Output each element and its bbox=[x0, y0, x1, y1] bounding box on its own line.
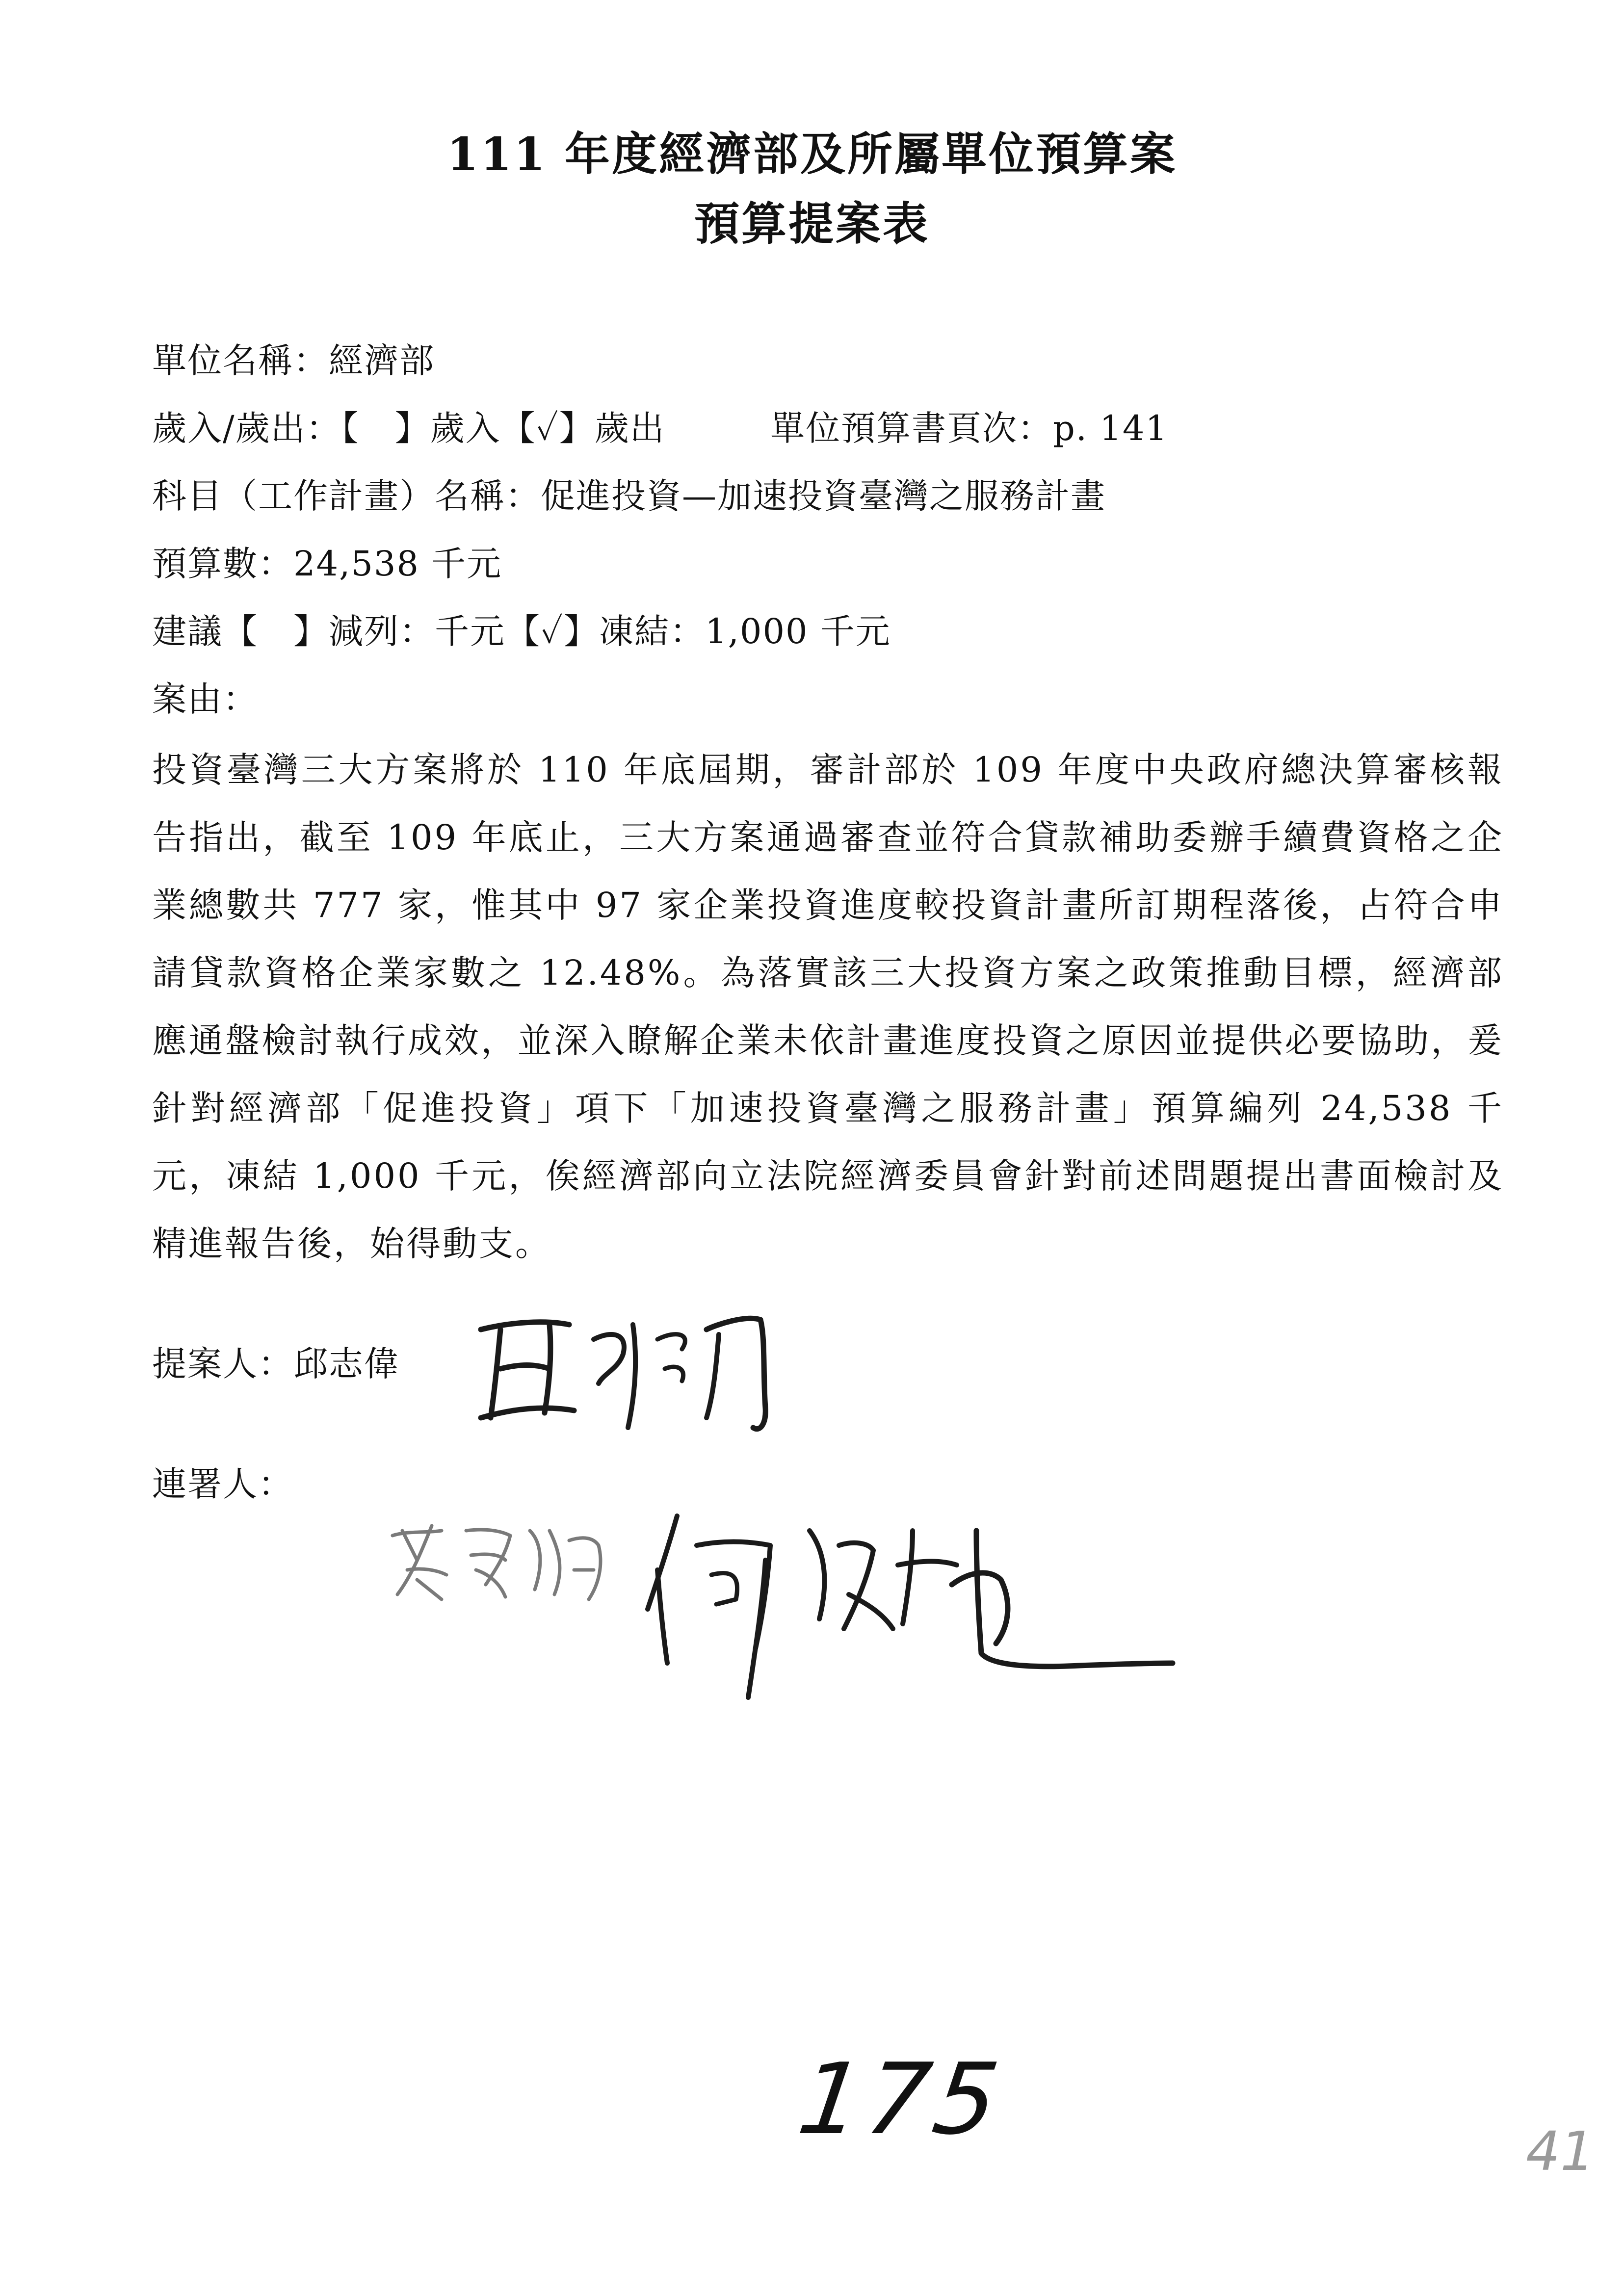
unit-name-field: 單位名稱：經濟部 bbox=[152, 340, 435, 381]
document-subtitle: 預算提案表 bbox=[694, 197, 930, 250]
cosigner-signature-1 bbox=[388, 1511, 618, 1609]
subject-field: 科目（工作計畫）名稱：促進投資—加速投資臺灣之服務計畫 bbox=[152, 476, 1106, 516]
case-reason-body: 投資臺灣三大方案將於 110 年底屆期，審計部於 109 年度中央政府總決算審核報告指出，截至 109 年底止，三大方案通過審查並符合貸款補助委辦手續費資格之企業總數共 777 家，惟其中 97 家企業投資進度較投資計畫所訂期程落後，占符合申請貸款資格企業家數之 12.48%。為落實該三大投資方案之政策推動目標，經濟部應通盤檢討執行成效，並深入瞭解企業未依計畫進度投資之原因並提供必要協助，爰針對經濟部「促進投資」項下「加速投資臺灣之服務計畫」預算編列 24,538 千元，凍結 1,000 千元，俟經濟部向立法院經濟委員會針對前述問題提出書面檢討及精進報告後，始得動支。 bbox=[152, 750, 1504, 1264]
cosigner-label: 連署人： bbox=[152, 1464, 293, 1504]
proposer-field: 提案人：邱志偉 bbox=[152, 1344, 399, 1384]
proposer-signature bbox=[471, 1295, 775, 1442]
document-title: 111 年度經濟部及所屬單位預算案 bbox=[446, 128, 1178, 181]
cosigner-signature-2 bbox=[638, 1501, 1178, 1707]
budget-book-page-field: 單位預算書頁次：p. 141 bbox=[770, 408, 1168, 448]
case-reason-label: 案由： bbox=[152, 679, 258, 719]
corner-page-number: 41 bbox=[1526, 2120, 1595, 2183]
suggestion-field: 建議【 】減列：千元【✓】凍結：1,000 千元 bbox=[152, 611, 891, 652]
page-number: 175 bbox=[791, 2042, 1010, 2157]
revenue-expense-field: 歲入/歲出：【 】歲入【✓】歲出 bbox=[152, 408, 665, 448]
budget-amount-field: 預算數：24,538 千元 bbox=[152, 544, 502, 584]
